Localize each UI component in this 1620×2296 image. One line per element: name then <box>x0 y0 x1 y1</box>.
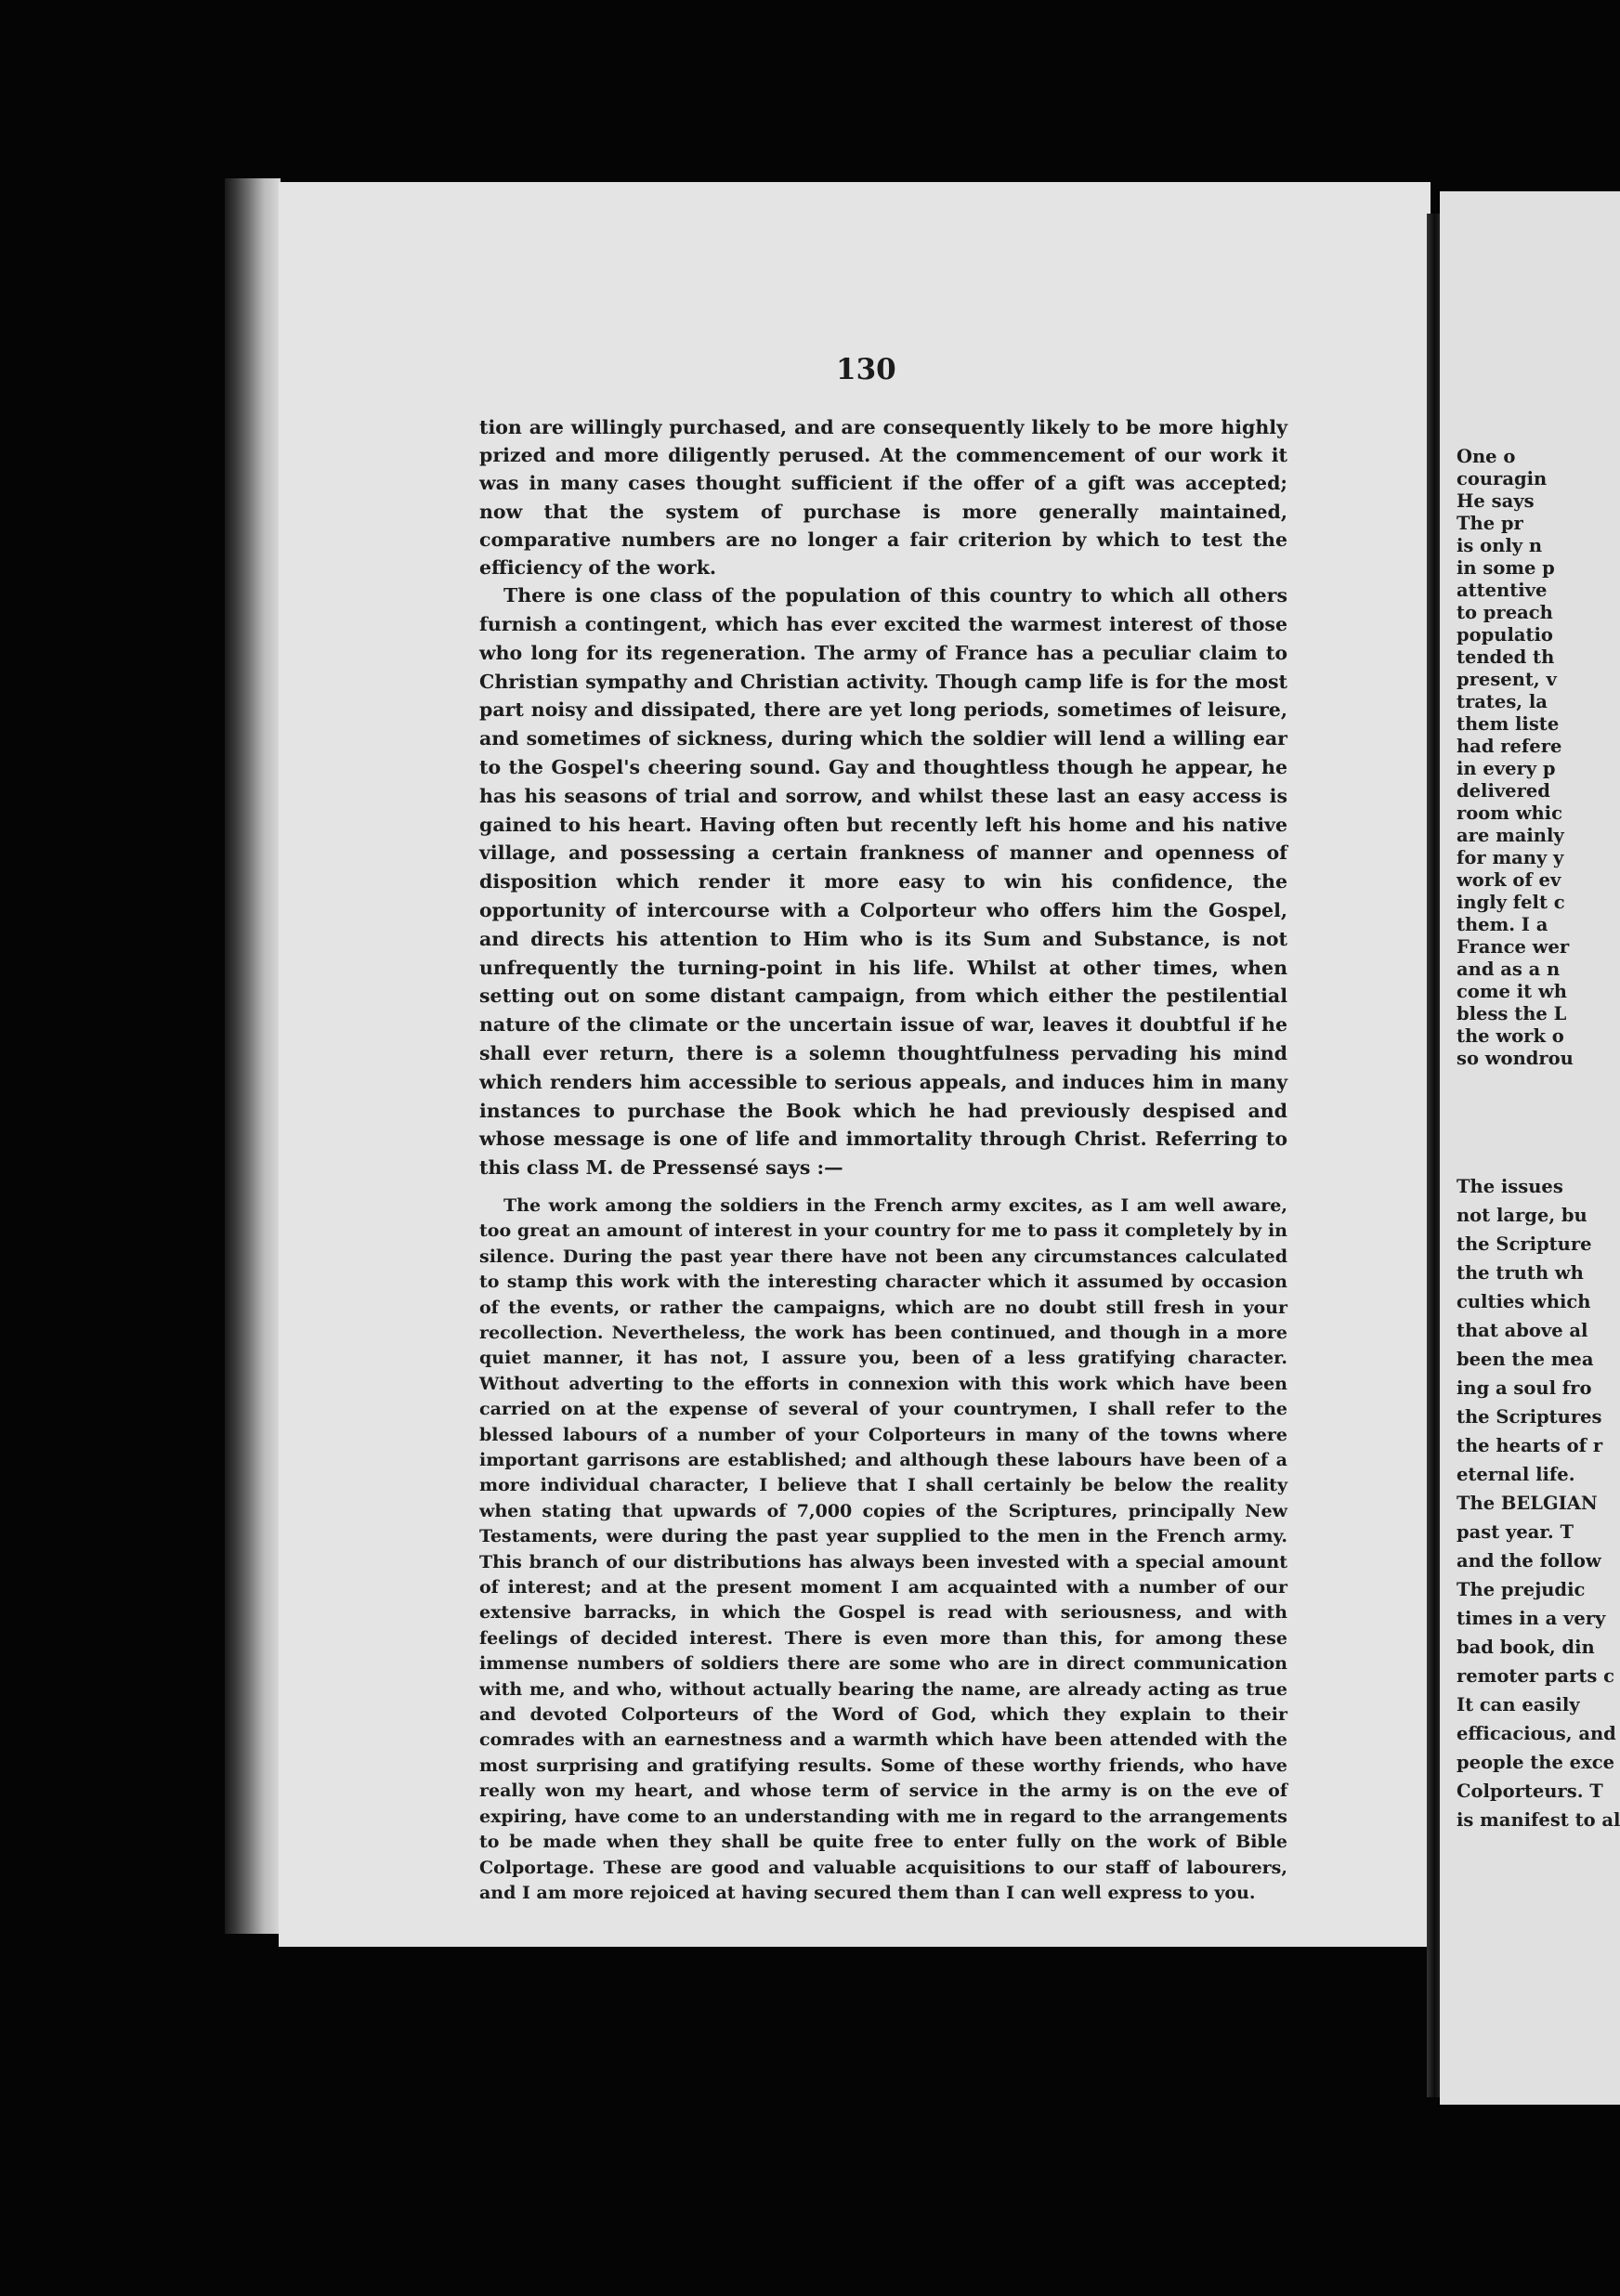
right-page-line: efficacious, and <box>1457 1723 1616 1744</box>
right-page-line: ing a soul fro <box>1457 1377 1592 1399</box>
right-page-line: work of ev <box>1457 869 1561 891</box>
right-page-line: is manifest to al <box>1457 1809 1620 1831</box>
right-page-line: The pr <box>1457 513 1523 534</box>
right-page-line: France wer <box>1457 936 1570 958</box>
right-page-line: not large, bu <box>1457 1205 1587 1226</box>
right-page-line: The issues <box>1457 1176 1563 1197</box>
right-page-line: culties which <box>1457 1291 1591 1312</box>
right-page-line: been the mea <box>1457 1349 1594 1370</box>
quoted-paragraph: The work among the soldiers in the French army excites, as I am well aware, too great an amount of interest in your country for me to pass it completely by in silence. During the past year there have not been any circumstances calculated to stamp this work with the interesting character which it assumed by occasion of the events, or rather the campaigns, which are no doubt still fresh in your recollection. Nevertheless, the work has been continued, and though in a more quiet manner, it has not, I assure you, been of a less gratifying character. Without adverting to the efforts in connexion with this work which have been carried on at the expense of several of your countrymen, I shall refer to the blessed labours of a number of your Colporteurs in many of the towns where important garrisons are established; and although these labours have been of a more individual character, I believe that I shall certainly be below the reality when stating that upwards of 7,000 copies of the Scriptures, principally New Testaments, were during the past year supplied to the men in the French army. This branch of our distributions has always been invested with a special amount of interest; and at the present moment I am acquainted with a number of our extensive barracks, in which the Gospel is read with seriousness, and with feelings of decided interest. There is even more than this, for among these immense numbers of soldiers there are some who are in direct communication with me, and who, without actually bearing the name, are already acting as true and devoted Colporteurs of the Word of God, which they explain to their comrades with an earnestness and a warmth which have been attended with the most surprising and gratifying results. Some of these worthy friends, who have really won my heart, and whose term of service in the army is on the eve of expiring, have come to an understanding with me in regard to the arrangements to be made when they shall be quite free to enter fully on the work of Bible Colportage. These are good and valuable acquisitions to our staff of labourers, and I am more rejoiced at having secured them than I can well express to you. <box>479 1194 1287 1903</box>
right-page-line: trates, la <box>1457 691 1548 712</box>
right-page-line: populatio <box>1457 624 1553 646</box>
right-page-line: had refere <box>1457 736 1562 757</box>
right-page-line: past year. T <box>1457 1521 1574 1543</box>
right-page-line: the Scripture <box>1457 1233 1592 1255</box>
paragraph-2: There is one class of the population of this country to which all others furnish a contingent, which has ever excited the warmest interest of those who long for its regeneration. The army of France has a peculiar claim to Christian sympathy and Christian activity. Though camp life is for the most part noisy and dissipated, there are yet long periods, sometimes of leisure, and sometimes of sickness, during which the soldier will lend a willing ear to the Gospel's cheering sound. Gay and thoughtless though he appear, he has his seasons of trial and sorrow, and whilst these last an easy access is gained to his heart. Having often but recently left his home and his native village, and possessing a certain frankness of manner and openness of disposition which render it more easy to win his confidence, the opportunity of intercourse with a Colporteur who offers him the Gospel, and directs his attention to Him who is its Sum and Substance, is not unfrequently the turning-point in his life. Whilst at other times, when setting out on some distant campaign, from which either the pestilential nature of the climate or the uncertain issue of war, leaves it doubtful if he shall ever return, there is a solemn thoughtfulness pervading his mind which renders him accessible to serious appeals, and induces him in many instances to purchase the Book which he had previously despised and whose message is one of life and immortality through Christ. Referring to this class M. de Pressensé says :— <box>479 584 1287 1180</box>
right-page-line: bad book, din <box>1457 1637 1595 1658</box>
right-page-line: ingly felt c <box>1457 892 1565 913</box>
right-page-line: room whic <box>1457 802 1562 824</box>
page-number: 130 <box>836 353 896 386</box>
right-page-line: The prejudic <box>1457 1579 1586 1600</box>
right-page-line: them. I a <box>1457 914 1548 935</box>
right-page-line: couragin <box>1457 468 1548 489</box>
right-page-line: come it wh <box>1457 981 1567 1002</box>
right-page-line: remoter parts c <box>1457 1665 1614 1687</box>
right-page-line: One o <box>1457 446 1516 467</box>
right-page-line: attentive <box>1457 580 1548 601</box>
left-page-text <box>479 413 1287 1906</box>
right-page-line: present, v <box>1457 669 1557 690</box>
right-page-line: is only n <box>1457 535 1543 556</box>
right-page-text <box>1457 446 1620 1834</box>
right-page-line: that above al <box>1457 1320 1588 1341</box>
right-page-line: bless the L <box>1457 1003 1567 1024</box>
right-page-line: tended th <box>1457 646 1555 668</box>
right-page-line: the truth wh <box>1457 1262 1584 1284</box>
right-page-line: It can easily <box>1457 1694 1580 1715</box>
right-page-line: people the exce <box>1457 1752 1614 1773</box>
right-page-line: and as a n <box>1457 959 1561 980</box>
right-page-line: Colporteurs. T <box>1457 1781 1603 1802</box>
right-page-line: for many y <box>1457 847 1564 868</box>
right-page-line: to preach <box>1457 602 1553 623</box>
right-page-gap <box>1457 1070 1620 1172</box>
paragraph-1: tion are willingly purchased, and are consequently likely to be more highly prized and more diligently perused. At the commencement of our work it was in many cases thought sufficient if the offer of a gift was accepted; now that the system of purchase is more generally maintained, comparative numbers are no longer a fair criterion by which to test the efficiency of the work. <box>479 416 1287 580</box>
right-page-line: in every p <box>1457 758 1556 779</box>
right-page-line: The BELGIAN <box>1457 1493 1598 1514</box>
right-page-line: eternal life. <box>1457 1464 1575 1485</box>
book-page-edges <box>225 178 281 1934</box>
right-page-line: so wondrou <box>1457 1048 1574 1069</box>
right-page-line: and the follow <box>1457 1550 1601 1572</box>
right-page-line: the hearts of r <box>1457 1435 1603 1456</box>
right-page-line: the Scriptures <box>1457 1406 1602 1428</box>
right-page-line: delivered <box>1457 780 1550 802</box>
book-gutter <box>1427 214 1440 2097</box>
right-page-line: them liste <box>1457 713 1560 735</box>
right-page-line: in some p <box>1457 557 1555 579</box>
right-page-line: times in a very <box>1457 1608 1606 1629</box>
right-page-line: He says <box>1457 490 1535 512</box>
right-page-line: are mainly <box>1457 825 1564 846</box>
right-page-line: the work o <box>1457 1025 1564 1047</box>
